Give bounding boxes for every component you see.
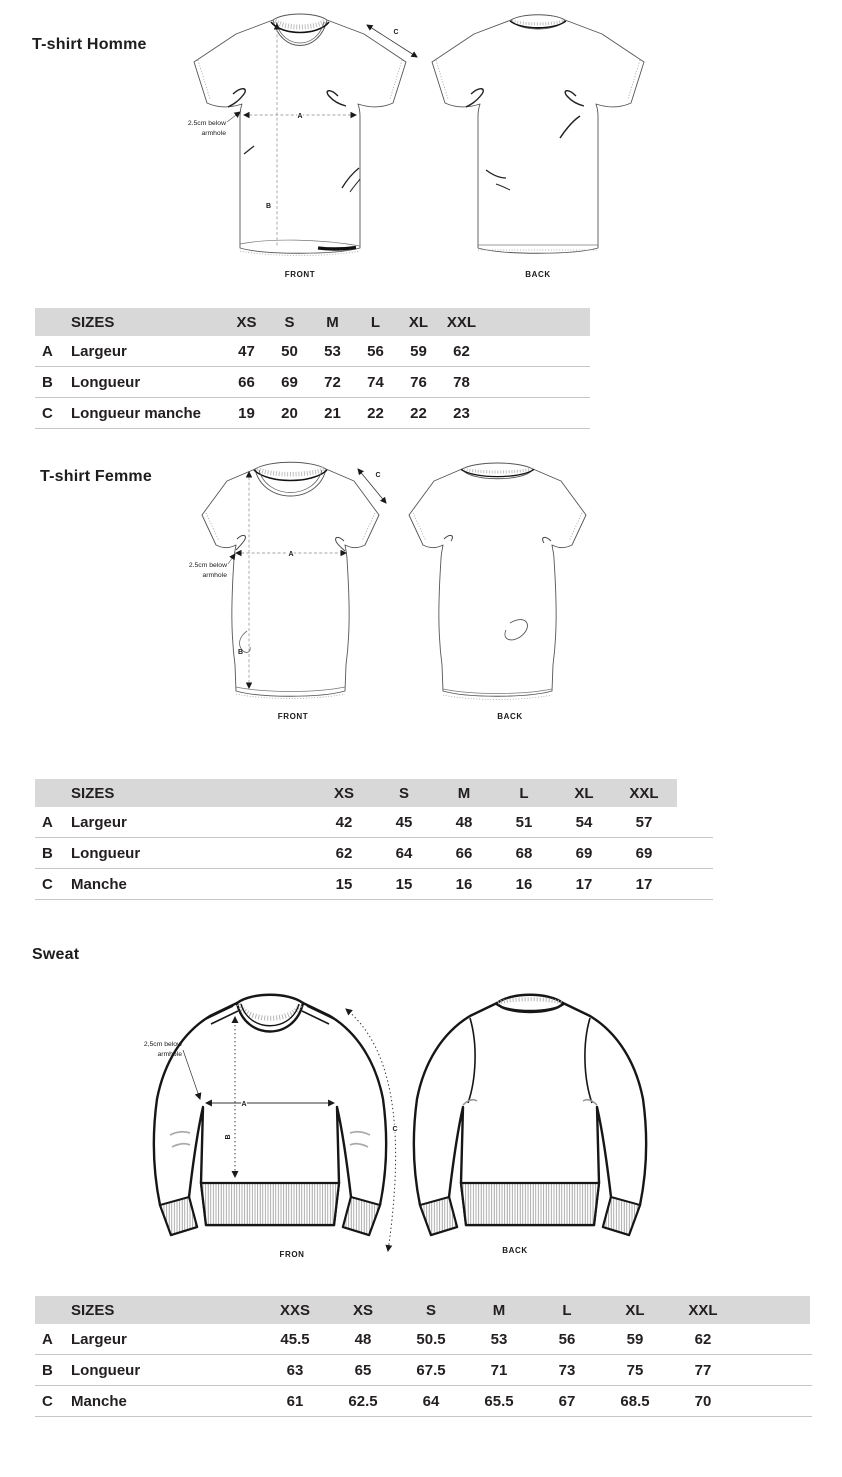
col-header-xs: XS [333,784,354,802]
cuff-rib-left [420,1197,457,1235]
sweat-back [414,995,646,1255]
cell-value: 69 [575,844,593,862]
cell-value: 20 [281,404,298,422]
armhole-annotation-line1: 2,5cm below [143,1041,182,1048]
cuff-rib-left [160,1197,197,1235]
cell-value: 53 [490,1330,508,1348]
table-header-row [35,779,677,807]
col-header-xl: XL [625,1301,645,1319]
cell-value: 56 [558,1330,576,1348]
cell-value: 63 [286,1361,304,1379]
col-header-l: L [562,1301,572,1319]
cell-value: 15 [395,875,413,893]
col-header-xxl: XXL [629,784,659,802]
front-view-label: FRON [279,1250,305,1259]
row-key: C [42,404,53,422]
cell-value: 62 [335,844,353,862]
col-header-sizes: SIZES [71,1301,115,1319]
cell-value: 68.5 [620,1392,650,1410]
col-header-xl: XL [408,313,429,331]
armhole-annotation-line2: armhole [201,130,226,137]
col-header-l: L [370,313,381,331]
dim-c-label: C [393,29,399,36]
size-table-homme [35,308,590,429]
col-header-s: S [425,1301,436,1319]
cell-value: 57 [635,813,653,831]
cell-value: 23 [453,404,470,422]
cell-value: 59 [410,342,427,360]
cell-value: 64 [422,1392,440,1410]
cell-value: 66 [238,373,255,391]
armhole-annotation-line1: 2.5cm below [188,562,227,569]
collar-rib-shading [512,21,564,24]
cell-value: 50 [281,342,298,360]
cell-value: 42 [335,813,353,831]
row-label: Manche [71,1392,127,1410]
col-header-xxs: XXS [279,1301,310,1319]
row-label: Longueur [71,844,141,862]
cell-value: 78 [453,373,470,391]
armhole-annotation-line2: armhole [157,1051,182,1058]
row-label: Largeur [71,813,127,831]
hem-fold-mark [318,248,356,249]
dim-b-label: B [237,649,243,656]
row-key: C [42,875,53,893]
cell-value: 62 [453,342,470,360]
col-header-s: S [398,784,409,802]
cell-value: 67.5 [416,1361,446,1379]
section-title-sweat: Sweat [32,946,80,963]
col-header-xs: XS [352,1301,373,1319]
cell-value: 53 [324,342,341,360]
dim-b-label: B [225,1134,232,1140]
collar-top-arc [237,995,303,1003]
cell-value: 17 [575,875,593,893]
row-label: Longueur manche [71,404,202,422]
col-header-sizes: SIZES [71,313,115,331]
cell-value: 50.5 [416,1330,446,1348]
table-row-manche [35,398,590,429]
cell-value: 48 [354,1330,372,1348]
cell-value: 67 [558,1392,576,1410]
size-table-femme [35,779,713,900]
cell-value: 51 [515,813,533,831]
cell-value: 22 [367,404,384,422]
collar-back-seam [255,462,326,469]
row-key: B [42,844,53,862]
cuff-rib-right [603,1197,640,1235]
table-row-manche [35,869,713,900]
table-header-row [35,308,590,336]
cell-value: 75 [626,1361,644,1379]
tshirt-back-outline [432,20,644,253]
dim-a-label: A [297,113,303,120]
col-header-sizes: SIZES [71,784,115,802]
cell-value: 48 [455,813,473,831]
size-table-sweat [35,1296,812,1417]
cell-value: 65 [354,1361,372,1379]
col-header-m: M [492,1301,506,1319]
tshirt-back-outline [409,469,586,696]
table-row-longueur [35,838,713,869]
back-view-label: BACK [525,270,551,279]
cell-value: 61 [286,1392,304,1410]
back-view-label: BACK [502,1246,528,1255]
cell-value: 47 [238,342,255,360]
cell-value: 71 [490,1361,508,1379]
tshirt-femme-diagram [175,455,605,740]
front-view-label: FRONT [284,270,316,279]
cell-value: 77 [694,1361,712,1379]
tshirt-femme-back [409,463,586,721]
row-key: C [42,1392,53,1410]
cell-value: 45 [395,813,413,831]
row-label: Longueur [71,373,141,391]
collar-back-seam [273,14,327,20]
hem-rib-band [461,1183,599,1225]
row-key: B [42,1361,53,1379]
tshirt-homme-back [432,15,644,279]
table-row-largeur [35,807,713,838]
col-header-s: S [284,313,295,331]
tshirt-homme-front [188,14,417,279]
cell-value: 69 [635,844,653,862]
cell-value: 19 [238,404,255,422]
front-view-label: FRONT [277,712,309,721]
armhole-annotation-line2: armhole [202,572,227,579]
cell-value: 15 [335,875,353,893]
col-header-m: M [457,784,471,802]
dim-a-label: A [288,551,294,558]
row-key: A [42,1330,53,1348]
col-header-xs: XS [236,313,257,331]
cell-value: 72 [324,373,341,391]
table-row-longueur [35,1355,812,1386]
dim-c-label: C [392,1126,398,1133]
cell-value: 17 [635,875,653,893]
sweat-diagram [140,985,720,1277]
back-view-label: BACK [497,712,523,721]
cell-value: 68 [515,844,533,862]
cell-value: 22 [410,404,427,422]
cell-value: 62 [694,1330,712,1348]
dim-a-label: A [241,1101,247,1108]
col-header-xxl: XXL [688,1301,718,1319]
collar-rib-shading [275,21,325,27]
col-header-m: M [326,313,339,331]
table-row-longueur [35,367,590,398]
cell-value: 21 [324,404,341,422]
annotation-leader [227,112,240,122]
cell-value: 70 [694,1392,712,1410]
section-title-femme: T-shirt Femme [40,468,152,485]
cell-value: 16 [455,875,473,893]
tshirt-femme-front [189,462,386,721]
row-key: B [42,373,53,391]
cell-value: 69 [281,373,298,391]
col-header-xl: XL [574,784,594,802]
cell-value: 62.5 [348,1392,378,1410]
sweat-front [144,995,398,1259]
collar-back-seam [462,463,533,469]
col-header-xxl: XXL [446,313,477,331]
table-row-largeur [35,336,590,367]
collar-rib-shading [257,469,324,474]
col-header-l: L [519,784,529,802]
tshirt-homme-diagram [170,8,650,298]
row-label: Longueur [71,1361,141,1379]
row-key: A [42,342,53,360]
dim-b-label: B [265,203,271,210]
cell-value: 73 [558,1361,576,1379]
tshirt-front-outline [202,469,379,696]
row-label: Manche [71,875,127,893]
cell-value: 64 [395,844,413,862]
cell-value: 65.5 [484,1392,514,1410]
table-row-manche [35,1386,812,1417]
section-title-homme: T-shirt Homme [32,36,147,53]
armhole-annotation-line1: 2.5cm below [187,120,226,127]
cell-value: 66 [455,844,473,862]
cell-value: 45.5 [280,1330,310,1348]
dim-c-label: C [375,472,381,479]
cell-value: 59 [626,1330,644,1348]
cuff-rib-right [343,1197,380,1235]
cell-value: 56 [367,342,384,360]
cell-value: 76 [410,373,427,391]
table-header-row [35,1296,810,1324]
table-row-largeur [35,1324,812,1355]
collar-back-seam [511,15,565,20]
cell-value: 54 [575,813,593,831]
collar-rib-shading [498,999,562,1003]
row-label: Largeur [71,1330,127,1348]
collar-rib-shading [464,469,531,472]
cell-value: 74 [367,373,384,391]
row-key: A [42,813,53,831]
cell-value: 16 [515,875,533,893]
hem-rib-band [201,1183,339,1225]
row-label: Largeur [71,342,127,360]
